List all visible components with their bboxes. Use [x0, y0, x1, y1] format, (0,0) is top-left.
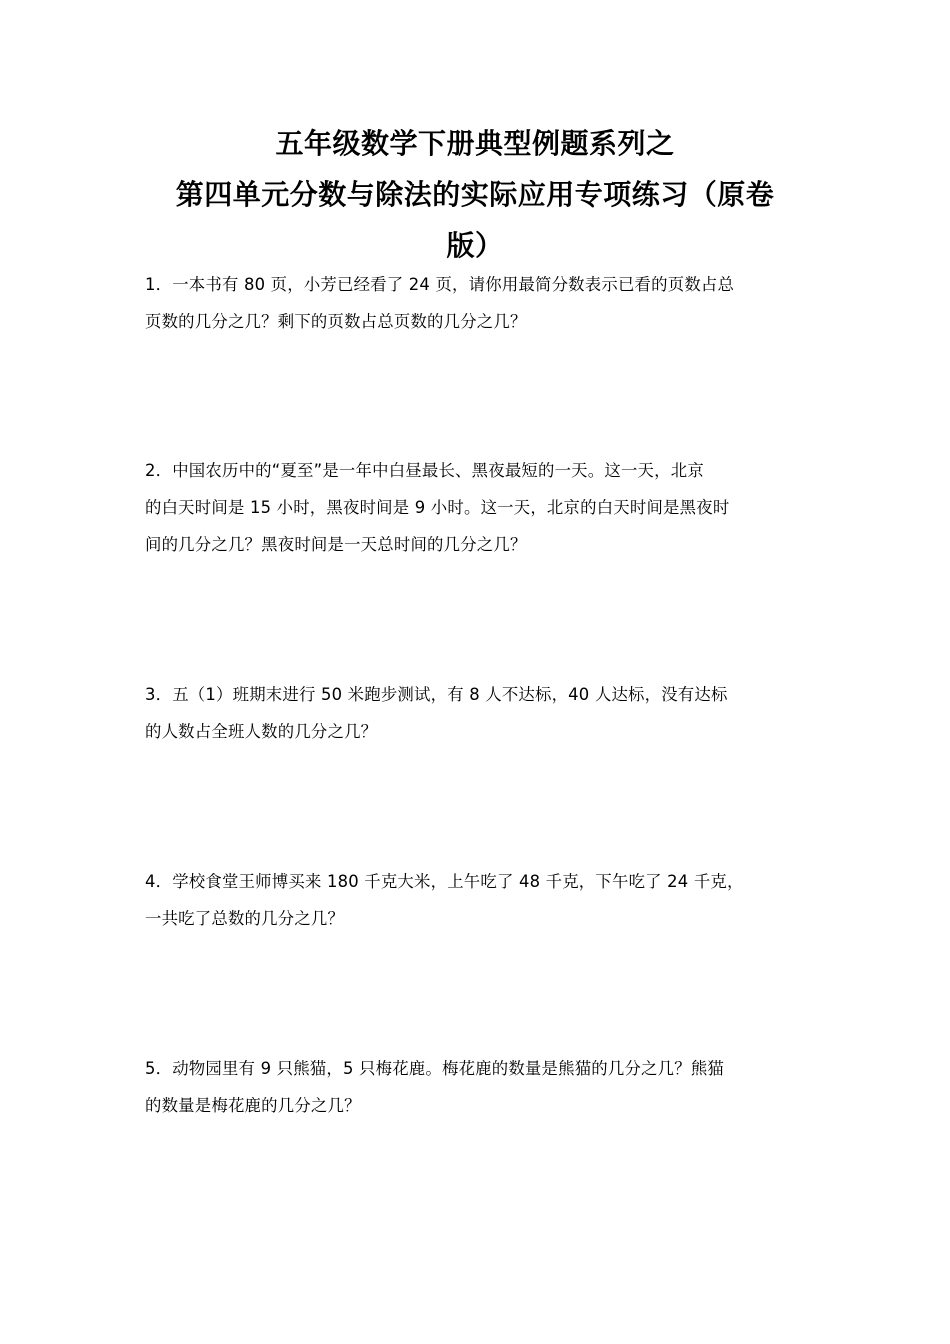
question-3 [145, 676, 810, 750]
question-2 [145, 452, 810, 563]
question-2-line-2: 的白天时间是 15 小时，黑夜时间是 9 小时。这一天，北京的白天时间是黑夜时 [145, 498, 730, 517]
question-1-line-2: 页数的几分之几？剩下的页数占总页数的几分之几？ [145, 312, 527, 331]
question-2-line-3: 间的几分之几？黑夜时间是一天总时间的几分之几？ [145, 535, 527, 554]
question-5-line-2: 的数量是梅花鹿的几分之几？ [145, 1096, 361, 1115]
title-line-2: 第四单元分数与除法的实际应用专项练习（原卷 [175, 178, 775, 211]
question-4-line-1: 4．学校食堂王师博买来 180 千克大米，上午吃了 48 千克，下午吃了 24 千克， [145, 872, 744, 891]
title-line-1: 五年级数学下册典型例题系列之 [275, 127, 675, 160]
question-2-line-1: 2．中国农历中的“夏至”是一年中白昼最长、黑夜最短的一天。这一天，北京 [145, 461, 704, 480]
question-5 [145, 1050, 810, 1124]
question-4 [145, 863, 810, 937]
document-title [145, 118, 805, 271]
question-3-line-1: 3．五（1）班期末进行 50 米跑步测试，有 8 人不达标，40 人达标，没有达标 [145, 685, 728, 704]
question-4-line-2: 一共吃了总数的几分之几？ [145, 909, 345, 928]
title-line-3: 版） [446, 229, 504, 262]
question-1 [145, 266, 810, 340]
question-1-line-1: 1．一本书有 80 页，小芳已经看了 24 页，请你用最简分数表示已看的页数占总 [145, 275, 735, 294]
question-5-line-1: 5．动物园里有 9 只熊猫，5 只梅花鹿。梅花鹿的数量是熊猫的几分之几？熊猫 [145, 1059, 725, 1078]
question-3-line-2: 的人数占全班人数的几分之几？ [145, 722, 378, 741]
